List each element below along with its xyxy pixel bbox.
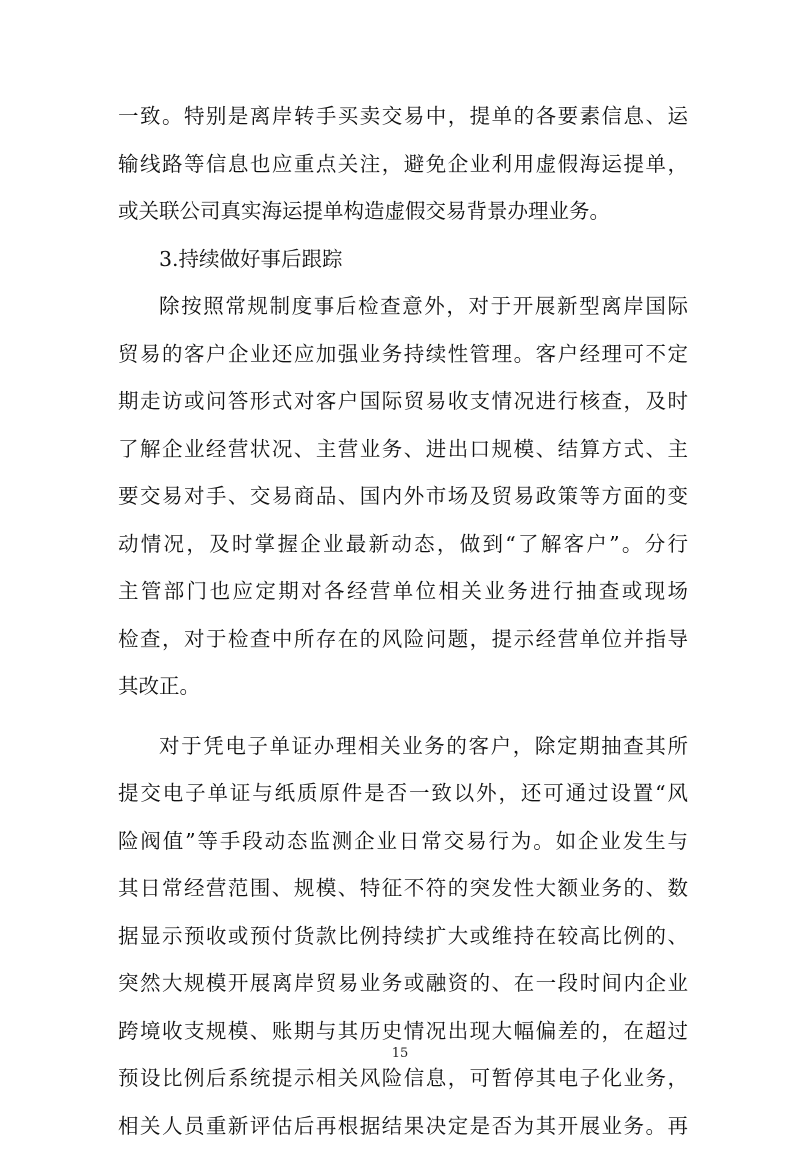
paragraph — [118, 93, 688, 236]
text-line: 贸易的客户企业还应加强业务持续性管理。客户经理可不定 — [118, 331, 688, 379]
text-line: 跨境收支规模、账期与其历史情况出现大幅偏差的，在超过 — [118, 1008, 688, 1056]
page-number: 15 — [0, 1046, 800, 1061]
text-line: 相关人员重新评估后再根据结果决定是否为其开展业务。再 — [118, 1103, 688, 1150]
text-line: 主管部门也应定期对各经营单位相关业务进行抽查或现场 — [118, 568, 688, 616]
paragraph — [118, 723, 688, 1150]
text-line: 险阀值”等手段动态监测企业日常交易行为。如企业发生与 — [118, 818, 688, 866]
text-line: 其改正。 — [118, 663, 688, 711]
body-text — [118, 93, 688, 1150]
text-line: 一致。特别是离岸转手买卖交易中，提单的各要素信息、运 — [118, 93, 688, 141]
paragraph — [118, 283, 688, 711]
paragraph-spacing — [118, 711, 688, 723]
section-heading — [118, 236, 688, 284]
text-line: 提交电子单证与纸质原件是否一致以外，还可通过设置“风 — [118, 770, 688, 818]
text-line: 检查，对于检查中所存在的风险问题，提示经营单位并指导 — [118, 616, 688, 664]
text-line: 据显示预收或预付货款比例持续扩大或维持在较高比例的、 — [118, 913, 688, 961]
text-line: 预设比例后系统提示相关风险信息，可暂停其电子化业务， — [118, 1055, 688, 1103]
text-line: 要交易对手、交易商品、国内外市场及贸易政策等方面的变 — [118, 473, 688, 521]
text-line: 动情况，及时掌握企业最新动态，做到“了解客户”。分行 — [118, 521, 688, 569]
text-line: 输线路等信息也应重点关注，避免企业利用虚假海运提单， — [118, 141, 688, 189]
heading-text: 3.持续做好事后跟踪 — [118, 236, 688, 284]
text-line: 除按照常规制度事后检查意外，对于开展新型离岸国际 — [118, 283, 688, 331]
text-line: 了解企业经营状况、主营业务、进出口规模、结算方式、主 — [118, 426, 688, 474]
text-line: 突然大规模开展离岸贸易业务或融资的、在一段时间内企业 — [118, 960, 688, 1008]
text-line: 其日常经营范围、规模、特征不符的突发性大额业务的、数 — [118, 865, 688, 913]
text-line: 对于凭电子单证办理相关业务的客户，除定期抽查其所 — [118, 723, 688, 771]
text-line: 或关联公司真实海运提单构造虚假交易背景办理业务。 — [118, 188, 688, 236]
text-line: 期走访或问答形式对客户国际贸易收支情况进行核查，及时 — [118, 378, 688, 426]
